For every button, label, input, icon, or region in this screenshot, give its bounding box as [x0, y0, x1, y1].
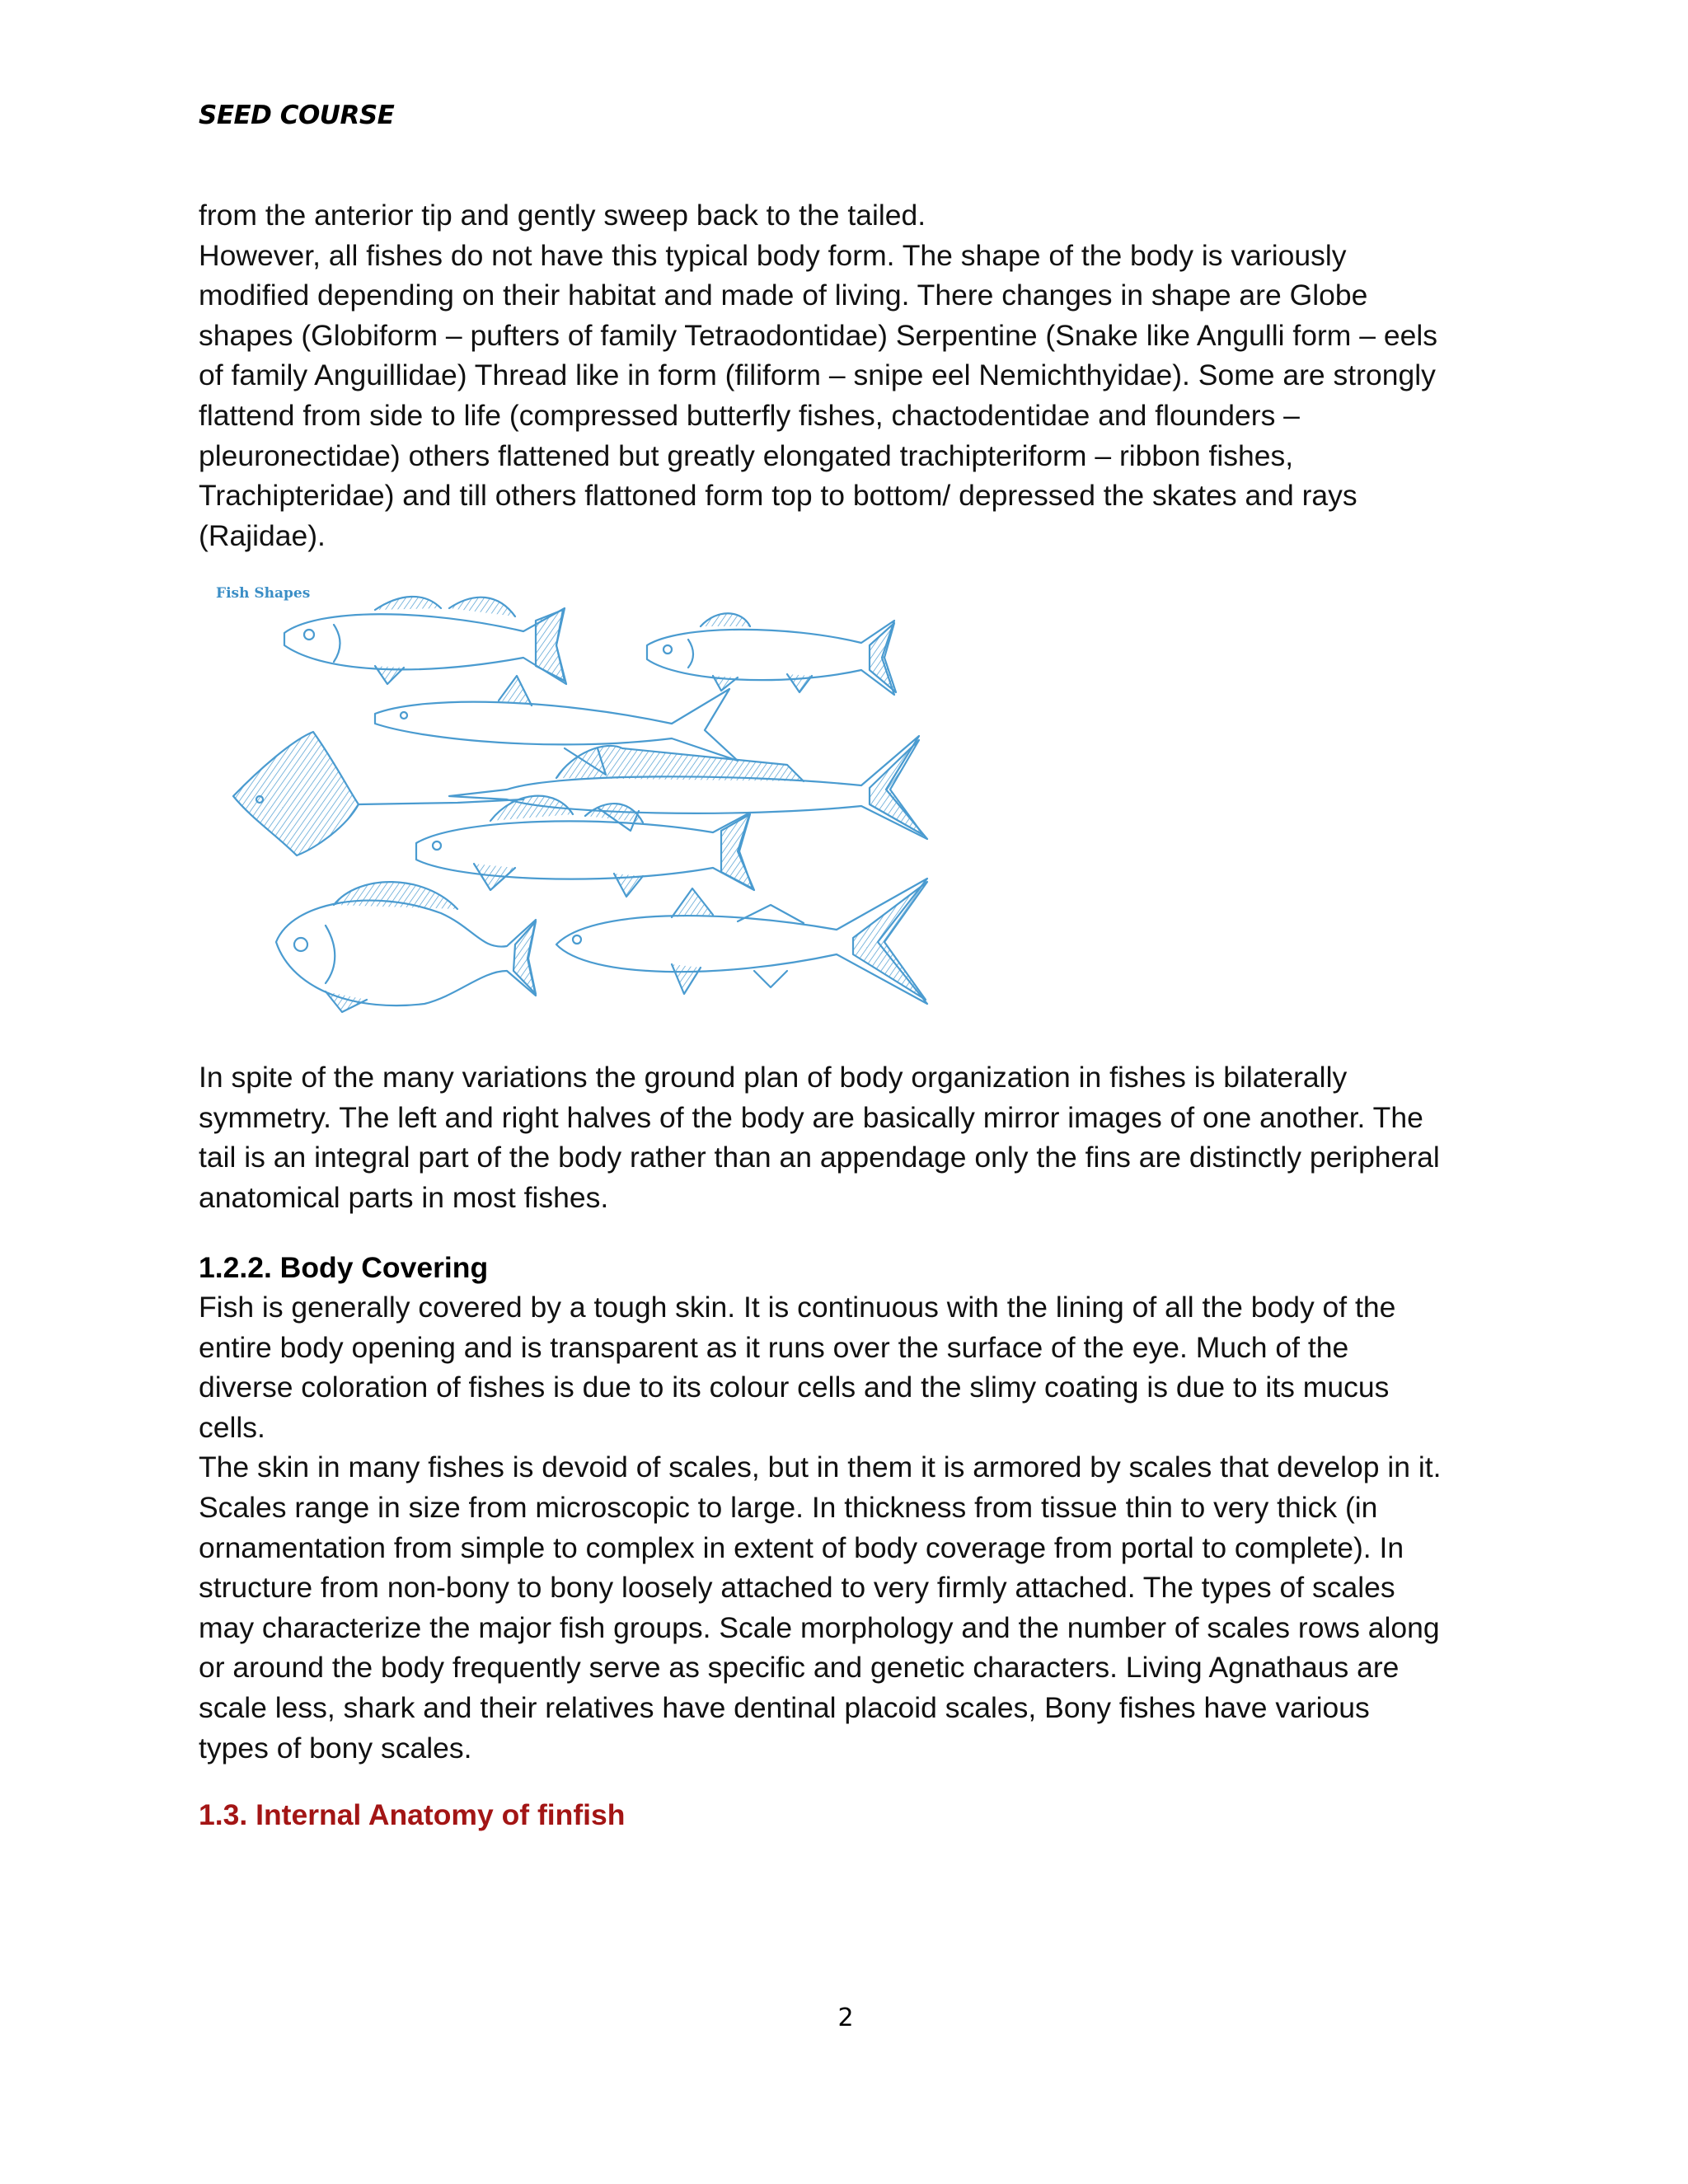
- text-line: shapes (Globiform – pufters of family Tetraodontidae) Serpentine (Snake like Angulli form – eels: [199, 318, 1437, 352]
- paragraph-fish-shapes: [199, 195, 1501, 555]
- text-line: cells.: [199, 1410, 265, 1444]
- text-line: diverse coloration of fishes is due to its colour cells and the slimy coating is due to its mucus: [199, 1371, 1390, 1404]
- heading-body-covering: 1.2.2. Body Covering: [199, 1251, 489, 1284]
- text-line: anatomical parts in most fishes.: [199, 1180, 609, 1214]
- trout-fish-icon: [647, 613, 896, 695]
- ray-fish-icon: [233, 732, 523, 855]
- running-header: SEED COURSE: [199, 101, 395, 130]
- marlin-fish-icon: [449, 736, 927, 839]
- text-line: ornamentation from simple to complex in extent of body coverage from portal to complete). In: [199, 1530, 1404, 1564]
- sunfish-icon: [276, 882, 536, 1012]
- text-line: tail is an integral part of the body rather than an appendage only the fins are distinctly peripheral: [199, 1141, 1440, 1174]
- text-line: or around the body frequently serve as specific and genetic characters. Living Agnathaus are: [199, 1651, 1400, 1685]
- text-line: pleuronectidae) others flattened but greatly elongated trachipteriform – ribbon fishes,: [199, 438, 1294, 472]
- text-line: types of bony scales.: [199, 1731, 472, 1765]
- page-number: 2: [837, 2004, 854, 2032]
- text-line: may characterize the major fish groups. Scale morphology and the number of scales rows along: [199, 1610, 1440, 1644]
- text-line: Trachipteridae) and till others flattoned form top to bottom/ depressed the skates and rays: [199, 479, 1357, 513]
- tuna-fish-icon: [556, 879, 927, 1004]
- text-line: The skin in many fishes is devoid of scales, but in them it is armored by scales that develop in it.: [199, 1451, 1442, 1484]
- text-line: of family Anguillidae) Thread like in form (filiform – snipe eel Nemichthyidae). Some are strongly: [199, 359, 1436, 392]
- perch-fish-icon: [416, 796, 754, 897]
- text-line: Scales range in size from microscopic to large. In thickness from tissue thin to very thick (in: [199, 1490, 1378, 1524]
- text-line: structure from non-bony to bony loosely attached to very firmly attached. The types of scales: [199, 1571, 1395, 1605]
- heading-internal-anatomy: 1.3. Internal Anatomy of finfish: [199, 1798, 626, 1831]
- text-line: However, all fishes do not have this typical body form. The shape of the body is variously: [199, 238, 1347, 272]
- text-line: from the anterior tip and gently sweep back to the tailed.: [199, 199, 926, 232]
- text-line: flattend from side to life (compressed butterfly fishes, chactodentidae and flounders –: [199, 398, 1300, 432]
- figure-label: Fish Shapes: [216, 585, 311, 602]
- text-line: (Rajidae).: [199, 518, 326, 552]
- bass-fish-icon: [284, 597, 566, 684]
- text-line: symmetry. The left and right halves of the body are basically mirror images of one another. The: [199, 1100, 1423, 1134]
- text-line: scale less, shark and their relatives have dentinal placoid scales, Bony fishes have various: [199, 1690, 1370, 1724]
- text-line: modified depending on their habitat and made of living. There changes in shape are Globe: [199, 279, 1368, 312]
- paragraph-bilateral-symmetry: [199, 1057, 1501, 1217]
- paragraph-body-covering: [199, 1287, 1501, 1768]
- text-line: entire body opening and is transparent as it runs over the surface of the eye. Much of the: [199, 1330, 1349, 1364]
- fish-shapes-figure: [210, 583, 964, 1029]
- text-line: Fish is generally covered by a tough skin. It is continuous with the lining of all the body of the: [199, 1291, 1396, 1324]
- fish-shapes-illustration: [210, 583, 964, 1029]
- text-line: In spite of the many variations the ground plan of body organization in fishes is bilaterally: [199, 1061, 1348, 1094]
